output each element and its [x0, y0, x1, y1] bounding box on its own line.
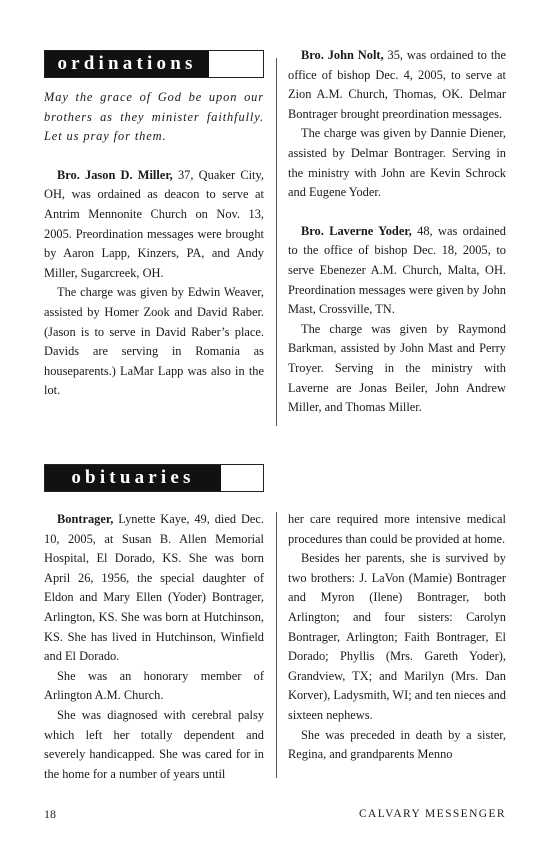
column-divider-top: [276, 58, 277, 426]
obituaries-heading-label: obituaries: [45, 465, 221, 491]
obituary-membership: She was an honorary member of Arlington A.M. Church.: [44, 668, 264, 703]
ordinations-right-column: [288, 46, 506, 418]
ordinations-heading: [44, 50, 264, 78]
ordination-jason-miller: Bro. Jason D. Miller, 37, Quaker City, OH, was ordained as deacon to serve at Antrim Mennonite Church on Nov. 13, 2005. Preordination messages were brought by Aaron Lapp, Kinzers, PA, and Andy Miller, Sugarcreek, OH.: [44, 167, 264, 280]
ordination-jason-miller-charge: The charge was given by Edwin Weaver, assisted by Homer Zook and David Raber. (Jason is to serve in David Raber’s place. Davids are serving in Romania as houseparents.) LaMar Lapp was also in the lot.: [44, 285, 264, 398]
ordinee-name: Bro. Laverne Yoder,: [301, 223, 412, 238]
obituary-diagnosis: She was diagnosed with cerebral palsy which left her totally dependent and severely handicapped. She was cared for in the home for a number of years until: [44, 707, 264, 781]
intro-prayer: May the grace of God be upon our brothers as they minister faithfully. Let us pray for them.: [44, 90, 264, 144]
ordinations-left-column: [44, 88, 264, 401]
column-divider-bottom: [276, 512, 277, 778]
ordinee-name: Bro. Jason D. Miller,: [57, 167, 173, 182]
obituary-diagnosis-continued: her care required more intensive medical procedures than could be provided at home.: [288, 512, 506, 546]
publication-name: CALVARY MESSENGER: [358, 808, 506, 820]
ordinee-name: Bro. John Nolt,: [301, 48, 384, 62]
obituary-bontrager: Bontrager, Lynette Kaye, 49, died Dec. 10, 2005, at Susan B. Allen Memorial Hospital, El Dorado, KS. She was born April 26, 1956, the special daughter of Eldon and Mary Ellen (Yoder) Bontrager, Arlington, KS. She was born at Hutchinson, KS. She has lived in Hutchinson, Winfield and El Dorado.: [44, 512, 264, 664]
obituary-preceded: She was preceded in death by a sister, Regina, and grandparents Menno: [288, 727, 506, 762]
ordination-laverne-yoder-charge: The charge was given by Raymond Barkman, assisted by John Mast and Perry Troyer. Serving in the ministry with Laverne are Jonas Beiler, John Andrew Miller, and Thomas Miller.: [288, 321, 506, 415]
obituary-right-column: [288, 510, 506, 765]
obituaries-heading: [44, 464, 264, 492]
page-number: 18: [44, 807, 56, 821]
ordination-john-nolt-charge: The charge was given by Dannie Diener, assisted by Delmar Bontrager. Serving in the ministry with John are Kevin Schrock and Eugene Yoder.: [288, 126, 506, 200]
deceased-name: Bontrager,: [57, 512, 114, 526]
obituary-survivors: Besides her parents, she is survived by two brothers: J. LaVon (Mamie) Bontrager and Myron (Ilene) Bontrager, both Arlington; and four sisters: Carolyn Bontrager, Arlington; Faith Bontrager, El Dorado; Phyllis (Mrs. Gareth Yoder), Grandview, TX; and Marilyn (Mrs. Dan Korver), Ladysmith, WI; and ten nieces and sixteen nephews.: [288, 551, 506, 722]
obituary-left-column: [44, 510, 264, 784]
ordination-john-nolt: Bro. John Nolt, 35, was ordained to the office of bishop Dec. 4, 2005, to serve at Zion A.M. Church, Thomas, OK. Delmar Bontrager brought preordination messages.: [288, 48, 507, 121]
ordination-laverne-yoder: Bro. Laverne Yoder, 48, was ordained to the office of bishop Dec. 18, 2005, to serve Ebenezer A.M. Church, Malta, OH. Preordination messages were given by John Mast, Crossville, TN.: [288, 223, 506, 317]
ordinations-heading-label: ordinations: [45, 51, 209, 77]
